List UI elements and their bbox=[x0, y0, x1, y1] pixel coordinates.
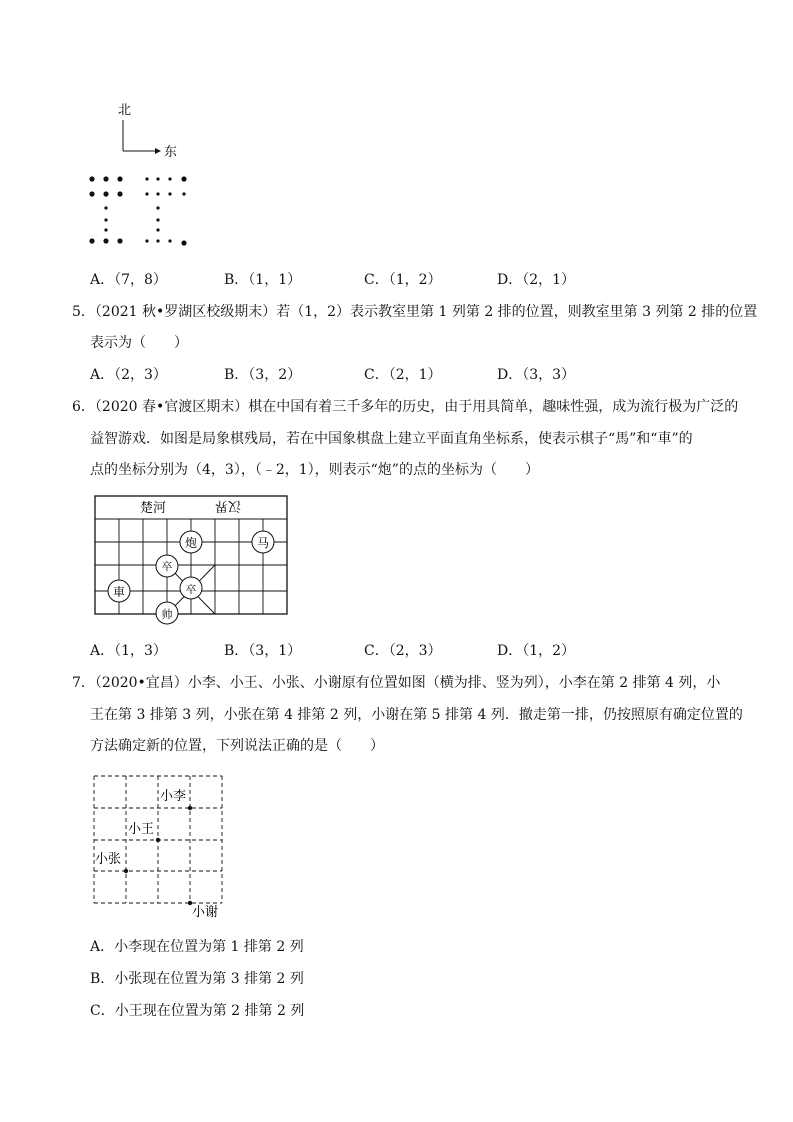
q7-option-b[interactable]: B．小张现在位置为第 3 排第 2 列 bbox=[90, 971, 304, 987]
piece-che[interactable] bbox=[108, 580, 130, 602]
piece-shuai[interactable] bbox=[156, 602, 178, 624]
q7-stem-line3: 方法确定新的位置，下列说法正确的是（ ） bbox=[90, 738, 384, 754]
q7-stem-line1: 7．（2020•宜昌）小李、小王、小张、小谢原有位置如图（横为排、竖为列），小李在第 2 排第 4 列，小 bbox=[72, 675, 721, 691]
q7-stem-line2: 王在第 3 排第 3 列，小张在第 4 排第 2 列，小谢在第 5 排第 4 列．撤走第一排，仍按照原有确定位置的 bbox=[90, 707, 743, 723]
dot-pattern bbox=[89, 176, 186, 245]
q4-option-c[interactable]: C．（1，2） bbox=[364, 272, 442, 288]
q6-option-a[interactable]: A．（1，3） bbox=[90, 643, 167, 659]
seat-grid bbox=[88, 770, 233, 920]
dot-figure bbox=[80, 98, 220, 253]
chess-board bbox=[92, 494, 292, 626]
q7-option-c[interactable]: C．小王现在位置为第 2 排第 2 列 bbox=[90, 1003, 305, 1019]
label-xiaoxie: 小谢 bbox=[192, 905, 219, 920]
q6-stem-line3: 点的坐标分别为（4，3），（﹣2，1），则表示“炮”的点的坐标为（ ） bbox=[90, 462, 539, 478]
q6-option-d[interactable]: D．（1，2） bbox=[497, 643, 576, 659]
q6-option-b[interactable]: B．（3，1） bbox=[224, 643, 302, 659]
svg-text:帅: 帅 bbox=[161, 608, 173, 621]
label-xiaoli: 小李 bbox=[160, 789, 187, 804]
q6-stem-line2: 益智游戏．如图是局象棋残局，若在中国象棋盘上建立平面直角坐标系，使表示棋子“馬”和“車”的 bbox=[90, 431, 693, 447]
q6-stem-line1: 6．（2020 春•官渡区期末）棋在中国有着三千多年的历史，由于用具简单，趣味性强，成为流行极为广泛的 bbox=[72, 399, 739, 415]
label-xiaozhang: 小张 bbox=[95, 852, 122, 867]
compass-north-label: 北 bbox=[118, 103, 132, 118]
svg-text:马: 马 bbox=[256, 536, 270, 550]
q5-option-b[interactable]: B．（3，2） bbox=[224, 367, 302, 383]
piece-ma[interactable] bbox=[252, 531, 274, 553]
compass-arrow-head bbox=[155, 148, 161, 154]
svg-text:卒: 卒 bbox=[185, 583, 197, 596]
svg-text:卒: 卒 bbox=[161, 560, 173, 573]
q5-stem-line1: 5．（2021 秋•罗湖区校级期末）若（1，2）表示教室里第 1 列第 2 排的位置，则教室里第 3 列第 2 排的位置 bbox=[72, 304, 758, 320]
piece-zu-center[interactable] bbox=[180, 577, 202, 599]
q4-option-d[interactable]: D．（2，1） bbox=[497, 272, 576, 288]
q6-option-c[interactable]: C．（2，3） bbox=[364, 643, 442, 659]
q4-option-a[interactable]: A．（7，8） bbox=[90, 272, 167, 288]
river-chu-label: 楚河 bbox=[140, 501, 167, 516]
svg-text:車: 車 bbox=[112, 585, 126, 599]
q5-stem-line2: 表示为（ ） bbox=[90, 335, 188, 351]
label-xiaowang: 小王 bbox=[128, 822, 155, 837]
svg-text:炮: 炮 bbox=[184, 536, 198, 550]
piece-pao[interactable] bbox=[180, 531, 202, 553]
piece-zu-left[interactable] bbox=[156, 555, 178, 577]
river-han-label: 汉界 bbox=[214, 498, 241, 513]
compass-east-label: 东 bbox=[164, 145, 178, 160]
q4-option-b[interactable]: B．（1，1） bbox=[224, 272, 302, 288]
q5-option-a[interactable]: A．（2，3） bbox=[90, 367, 167, 383]
q5-option-d[interactable]: D．（3，3） bbox=[497, 367, 576, 383]
q5-option-c[interactable]: C．（2，1） bbox=[364, 367, 442, 383]
q7-option-a[interactable]: A．小李现在位置为第 1 排第 2 列 bbox=[90, 939, 304, 955]
